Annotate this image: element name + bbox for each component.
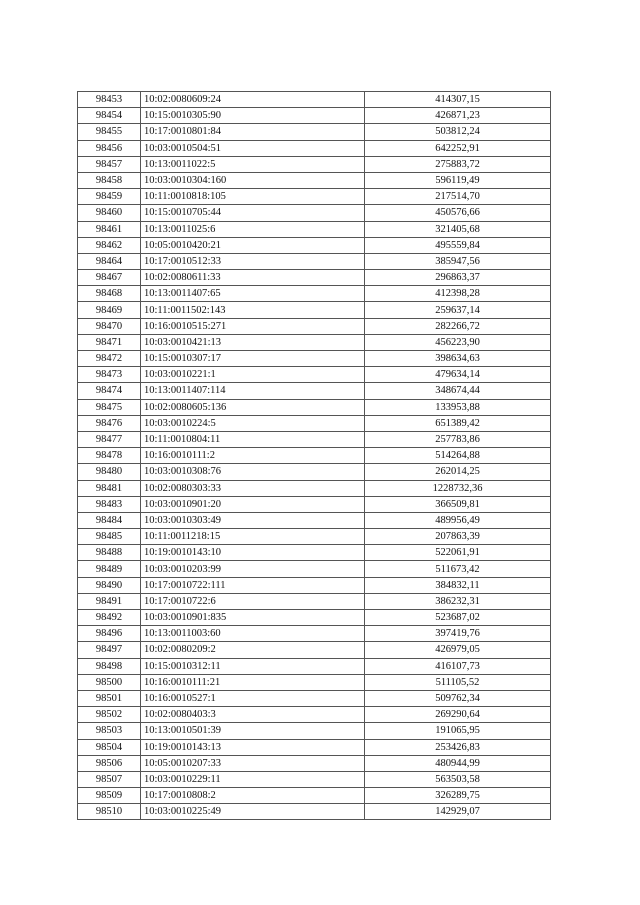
table-row — [78, 415, 551, 431]
table-row — [78, 610, 551, 626]
amount-cell: 511105,52 — [365, 674, 551, 690]
row-number-cell: 98471 — [78, 334, 141, 350]
cadastral-number-cell: 10:11:0010804:11 — [141, 431, 365, 447]
row-number-cell: 98473 — [78, 367, 141, 383]
amount-cell: 495559,84 — [365, 237, 551, 253]
table-row — [78, 690, 551, 706]
cadastral-number-cell: 10:03:0010225:49 — [141, 804, 365, 820]
cadastral-number-cell: 10:03:0010224:5 — [141, 415, 365, 431]
table-row — [78, 140, 551, 156]
row-number-cell: 98509 — [78, 788, 141, 804]
table-row — [78, 221, 551, 237]
cadastral-number-cell: 10:05:0010420:21 — [141, 237, 365, 253]
amount-cell: 426979,05 — [365, 642, 551, 658]
table-row — [78, 108, 551, 124]
table-row — [78, 771, 551, 787]
row-number-cell: 98474 — [78, 383, 141, 399]
amount-cell: 207863,39 — [365, 529, 551, 545]
cadastral-number-cell: 10:11:0011502:143 — [141, 302, 365, 318]
amount-cell: 596119,49 — [365, 172, 551, 188]
cadastral-number-cell: 10:03:0010203:99 — [141, 561, 365, 577]
table-row — [78, 464, 551, 480]
amount-cell: 642252,91 — [365, 140, 551, 156]
table-row — [78, 189, 551, 205]
row-number-cell: 98462 — [78, 237, 141, 253]
row-number-cell: 98507 — [78, 771, 141, 787]
row-number-cell: 98470 — [78, 318, 141, 334]
row-number-cell: 98454 — [78, 108, 141, 124]
table-row — [78, 367, 551, 383]
amount-cell: 480944,99 — [365, 755, 551, 771]
cadastral-number-cell: 10:02:0080303:33 — [141, 480, 365, 496]
cadastral-number-cell: 10:13:0011407:114 — [141, 383, 365, 399]
row-number-cell: 98496 — [78, 626, 141, 642]
cadastral-number-cell: 10:03:0010303:49 — [141, 512, 365, 528]
row-number-cell: 98500 — [78, 674, 141, 690]
row-number-cell: 98497 — [78, 642, 141, 658]
table-row — [78, 351, 551, 367]
cadastral-number-cell: 10:02:0080605:136 — [141, 399, 365, 415]
table-row — [78, 253, 551, 269]
cadastral-number-cell: 10:05:0010207:33 — [141, 755, 365, 771]
cadastral-number-cell: 10:02:0080403:3 — [141, 707, 365, 723]
table-row — [78, 723, 551, 739]
table-row — [78, 480, 551, 496]
row-number-cell: 98453 — [78, 92, 141, 108]
amount-cell: 509762,34 — [365, 690, 551, 706]
amount-cell: 489956,49 — [365, 512, 551, 528]
cadastral-number-cell: 10:03:0010229:11 — [141, 771, 365, 787]
table-row — [78, 399, 551, 415]
amount-cell: 426871,23 — [365, 108, 551, 124]
cadastral-number-cell: 10:17:0010512:33 — [141, 253, 365, 269]
cadastral-number-cell: 10:17:0010801:84 — [141, 124, 365, 140]
row-number-cell: 98501 — [78, 690, 141, 706]
amount-cell: 142929,07 — [365, 804, 551, 820]
row-number-cell: 98485 — [78, 529, 141, 545]
table-row — [78, 577, 551, 593]
table-row — [78, 205, 551, 221]
cadastral-number-cell: 10:02:0080611:33 — [141, 270, 365, 286]
row-number-cell: 98478 — [78, 448, 141, 464]
cadastral-number-cell: 10:03:0010421:13 — [141, 334, 365, 350]
row-number-cell: 98491 — [78, 593, 141, 609]
table-body — [78, 92, 551, 820]
amount-cell: 275883,72 — [365, 156, 551, 172]
row-number-cell: 98461 — [78, 221, 141, 237]
row-number-cell: 98490 — [78, 577, 141, 593]
amount-cell: 269290,64 — [365, 707, 551, 723]
cadastral-number-cell: 10:03:0010504:51 — [141, 140, 365, 156]
amount-cell: 296863,37 — [365, 270, 551, 286]
row-number-cell: 98469 — [78, 302, 141, 318]
cadastral-number-cell: 10:13:0011407:65 — [141, 286, 365, 302]
table-row — [78, 788, 551, 804]
row-number-cell: 98489 — [78, 561, 141, 577]
amount-cell: 523687,02 — [365, 610, 551, 626]
row-number-cell: 98510 — [78, 804, 141, 820]
row-number-cell: 98483 — [78, 496, 141, 512]
cadastral-number-cell: 10:16:0010111:21 — [141, 674, 365, 690]
amount-cell: 386232,31 — [365, 593, 551, 609]
table-row — [78, 302, 551, 318]
table-row — [78, 448, 551, 464]
table-row — [78, 286, 551, 302]
row-number-cell: 98503 — [78, 723, 141, 739]
amount-cell: 385947,56 — [365, 253, 551, 269]
amount-cell: 412398,28 — [365, 286, 551, 302]
amount-cell: 503812,24 — [365, 124, 551, 140]
cadastral-number-cell: 10:17:0010722:6 — [141, 593, 365, 609]
amount-cell: 262014,25 — [365, 464, 551, 480]
table-row — [78, 707, 551, 723]
amount-cell: 326289,75 — [365, 788, 551, 804]
row-number-cell: 98464 — [78, 253, 141, 269]
table-row — [78, 658, 551, 674]
amount-cell: 217514,70 — [365, 189, 551, 205]
row-number-cell: 98476 — [78, 415, 141, 431]
row-number-cell: 98504 — [78, 739, 141, 755]
cadastral-number-cell: 10:02:0080609:24 — [141, 92, 365, 108]
row-number-cell: 98481 — [78, 480, 141, 496]
row-number-cell: 98456 — [78, 140, 141, 156]
table-row — [78, 674, 551, 690]
amount-cell: 514264,88 — [365, 448, 551, 464]
cadastral-number-cell: 10:03:0010221:1 — [141, 367, 365, 383]
cadastral-number-cell: 10:13:0010501:39 — [141, 723, 365, 739]
amount-cell: 253426,83 — [365, 739, 551, 755]
row-number-cell: 98480 — [78, 464, 141, 480]
cadastral-number-cell: 10:19:0010143:10 — [141, 545, 365, 561]
cadastral-number-cell: 10:03:0010901:20 — [141, 496, 365, 512]
row-number-cell: 98460 — [78, 205, 141, 221]
cadastral-number-cell: 10:11:0010818:105 — [141, 189, 365, 205]
row-number-cell: 98484 — [78, 512, 141, 528]
amount-cell: 321405,68 — [365, 221, 551, 237]
table-row — [78, 804, 551, 820]
cadastral-number-cell: 10:15:0010307:17 — [141, 351, 365, 367]
table-row — [78, 156, 551, 172]
cadastral-number-cell: 10:13:0011003:60 — [141, 626, 365, 642]
table-row — [78, 561, 551, 577]
amount-cell: 348674,44 — [365, 383, 551, 399]
cadastral-number-cell: 10:16:0010111:2 — [141, 448, 365, 464]
row-number-cell: 98472 — [78, 351, 141, 367]
table-row — [78, 593, 551, 609]
table-row — [78, 92, 551, 108]
row-number-cell: 98459 — [78, 189, 141, 205]
cadastral-number-cell: 10:11:0011218:15 — [141, 529, 365, 545]
row-number-cell: 98488 — [78, 545, 141, 561]
amount-cell: 511673,42 — [365, 561, 551, 577]
amount-cell: 456223,90 — [365, 334, 551, 350]
row-number-cell: 98468 — [78, 286, 141, 302]
row-number-cell: 98458 — [78, 172, 141, 188]
table-row — [78, 496, 551, 512]
amount-cell: 563503,58 — [365, 771, 551, 787]
amount-cell: 414307,15 — [365, 92, 551, 108]
amount-cell: 522061,91 — [365, 545, 551, 561]
row-number-cell: 98502 — [78, 707, 141, 723]
amount-cell: 282266,72 — [365, 318, 551, 334]
cadastral-number-cell: 10:15:0010705:44 — [141, 205, 365, 221]
table-row — [78, 431, 551, 447]
table-row — [78, 512, 551, 528]
amount-cell: 416107,73 — [365, 658, 551, 674]
table-row — [78, 642, 551, 658]
row-number-cell: 98492 — [78, 610, 141, 626]
cadastral-number-cell: 10:17:0010808:2 — [141, 788, 365, 804]
table-row — [78, 334, 551, 350]
cadastral-number-cell: 10:15:0010312:11 — [141, 658, 365, 674]
table-row — [78, 529, 551, 545]
cadastral-number-cell: 10:03:0010304:160 — [141, 172, 365, 188]
row-number-cell: 98498 — [78, 658, 141, 674]
cadastral-number-cell: 10:16:0010515:271 — [141, 318, 365, 334]
amount-cell: 479634,14 — [365, 367, 551, 383]
cadastral-number-cell: 10:19:0010143:13 — [141, 739, 365, 755]
cadastral-number-cell: 10:13:0011025:6 — [141, 221, 365, 237]
cadastral-number-cell: 10:02:0080209:2 — [141, 642, 365, 658]
table-row — [78, 755, 551, 771]
table-row — [78, 626, 551, 642]
amount-cell: 398634,63 — [365, 351, 551, 367]
cadastral-number-cell: 10:17:0010722:111 — [141, 577, 365, 593]
cadastral-number-cell: 10:16:0010527:1 — [141, 690, 365, 706]
table-row — [78, 237, 551, 253]
cadastral-number-cell: 10:13:0011022:5 — [141, 156, 365, 172]
table-row — [78, 545, 551, 561]
row-number-cell: 98455 — [78, 124, 141, 140]
table-row — [78, 739, 551, 755]
row-number-cell: 98475 — [78, 399, 141, 415]
amount-cell: 651389,42 — [365, 415, 551, 431]
amount-cell: 366509,81 — [365, 496, 551, 512]
amount-cell: 1228732,36 — [365, 480, 551, 496]
table-row — [78, 318, 551, 334]
cadastral-number-cell: 10:03:0010308:76 — [141, 464, 365, 480]
amount-cell: 450576,66 — [365, 205, 551, 221]
row-number-cell: 98457 — [78, 156, 141, 172]
amount-cell: 397419,76 — [365, 626, 551, 642]
table-row — [78, 124, 551, 140]
row-number-cell: 98467 — [78, 270, 141, 286]
row-number-cell: 98506 — [78, 755, 141, 771]
table-row — [78, 383, 551, 399]
amount-cell: 259637,14 — [365, 302, 551, 318]
amount-cell: 257783,86 — [365, 431, 551, 447]
amount-cell: 133953,88 — [365, 399, 551, 415]
cadastral-number-cell: 10:03:0010901:835 — [141, 610, 365, 626]
data-table — [77, 91, 551, 820]
table-row — [78, 172, 551, 188]
table-row — [78, 270, 551, 286]
amount-cell: 384832,11 — [365, 577, 551, 593]
cadastral-number-cell: 10:15:0010305:90 — [141, 108, 365, 124]
row-number-cell: 98477 — [78, 431, 141, 447]
amount-cell: 191065,95 — [365, 723, 551, 739]
